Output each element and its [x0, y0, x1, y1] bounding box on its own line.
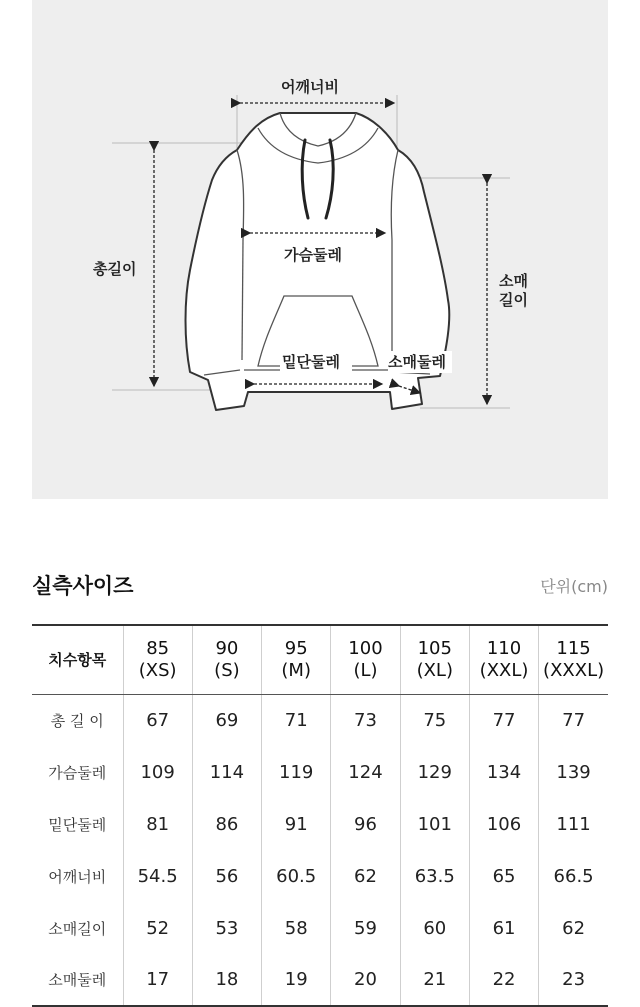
size-column-header — [123, 625, 192, 694]
table-cell: 56 — [192, 850, 261, 902]
unit-label: 단위(cm) — [540, 577, 608, 596]
section-title: 실측사이즈 — [32, 574, 134, 598]
table-cell: 124 — [331, 746, 400, 798]
size-code: (S) — [214, 659, 240, 681]
size-table — [32, 624, 608, 1007]
table-cell: 129 — [400, 746, 469, 798]
table-cell: 134 — [469, 746, 538, 798]
table-cell: 81 — [123, 798, 192, 850]
table-cell: 73 — [331, 694, 400, 746]
hem-label: 밑단둘레 — [282, 353, 340, 371]
sleeve-length-label-line1: 소매 — [499, 272, 528, 290]
table-row — [32, 902, 608, 954]
table-cell: 17 — [123, 954, 192, 1006]
table-cell: 77 — [539, 694, 608, 746]
table-cell: 22 — [469, 954, 538, 1006]
cuff-label: 소매둘레 — [388, 353, 446, 371]
size-number: 85 — [146, 637, 170, 659]
size-column-header — [539, 625, 608, 694]
table-cell: 91 — [262, 798, 331, 850]
chest-label: 가슴둘레 — [284, 246, 342, 264]
table-cell: 111 — [539, 798, 608, 850]
row-label: 소매둘레 — [32, 954, 123, 1006]
table-cell: 58 — [262, 902, 331, 954]
table-cell: 20 — [331, 954, 400, 1006]
table-cell: 139 — [539, 746, 608, 798]
table-cell: 54.5 — [123, 850, 192, 902]
table-row — [32, 746, 608, 798]
table-header-row — [32, 625, 608, 694]
table-cell: 119 — [262, 746, 331, 798]
table-cell: 101 — [400, 798, 469, 850]
table-cell: 59 — [331, 902, 400, 954]
size-column-header — [331, 625, 400, 694]
size-code: (M) — [281, 659, 311, 681]
shoulder-width-label: 어깨너비 — [281, 78, 339, 96]
table-cell: 62 — [331, 850, 400, 902]
size-code: (L) — [353, 659, 378, 681]
table-cell: 19 — [262, 954, 331, 1006]
table-cell: 77 — [469, 694, 538, 746]
table-cell: 86 — [192, 798, 261, 850]
table-cell: 53 — [192, 902, 261, 954]
size-column-header — [262, 625, 331, 694]
sleeve-length-label-line2: 길이 — [499, 291, 528, 309]
table-cell: 63.5 — [400, 850, 469, 902]
table-cell: 60.5 — [262, 850, 331, 902]
table-cell: 106 — [469, 798, 538, 850]
total-length-label: 총길이 — [93, 260, 137, 278]
table-cell: 21 — [400, 954, 469, 1006]
table-cell: 71 — [262, 694, 331, 746]
size-number: 90 — [215, 637, 239, 659]
table-cell: 62 — [539, 902, 608, 954]
size-code: (XXXL) — [543, 659, 605, 681]
size-number: 115 — [556, 637, 591, 659]
row-label: 어깨너비 — [48, 867, 107, 886]
table-cell: 65 — [469, 850, 538, 902]
row-label: 밑단둘레 — [48, 815, 107, 834]
header-label: 치수항목 — [32, 625, 123, 694]
table-row — [32, 850, 608, 902]
table-cell: 52 — [123, 902, 192, 954]
table-cell: 66.5 — [539, 850, 608, 902]
table-cell: 18 — [192, 954, 261, 1006]
table-row — [32, 694, 608, 746]
size-code: (XL) — [416, 659, 453, 681]
table-cell: 60 — [400, 902, 469, 954]
size-number: 110 — [486, 637, 522, 659]
size-number: 105 — [417, 637, 452, 659]
size-code: (XS) — [138, 659, 177, 681]
row-label: 총 길 이 — [50, 711, 104, 730]
size-column-header — [469, 625, 538, 694]
hoodie-diagram — [32, 0, 608, 499]
table-cell: 67 — [123, 694, 192, 746]
table-cell: 109 — [123, 746, 192, 798]
size-number: 95 — [284, 637, 308, 659]
table-row — [32, 798, 608, 850]
table-cell: 61 — [469, 902, 538, 954]
size-code: (XXL) — [479, 659, 529, 681]
table-cell: 75 — [400, 694, 469, 746]
table-row — [32, 954, 608, 1006]
row-label: 소매길이 — [48, 919, 107, 938]
table-cell: 96 — [331, 798, 400, 850]
size-column-header — [192, 625, 261, 694]
size-column-header — [400, 625, 469, 694]
row-label: 가슴둘레 — [48, 763, 107, 782]
table-cell: 114 — [192, 746, 261, 798]
table-cell: 23 — [539, 954, 608, 1006]
table-cell: 69 — [192, 694, 261, 746]
size-number: 100 — [348, 637, 383, 659]
